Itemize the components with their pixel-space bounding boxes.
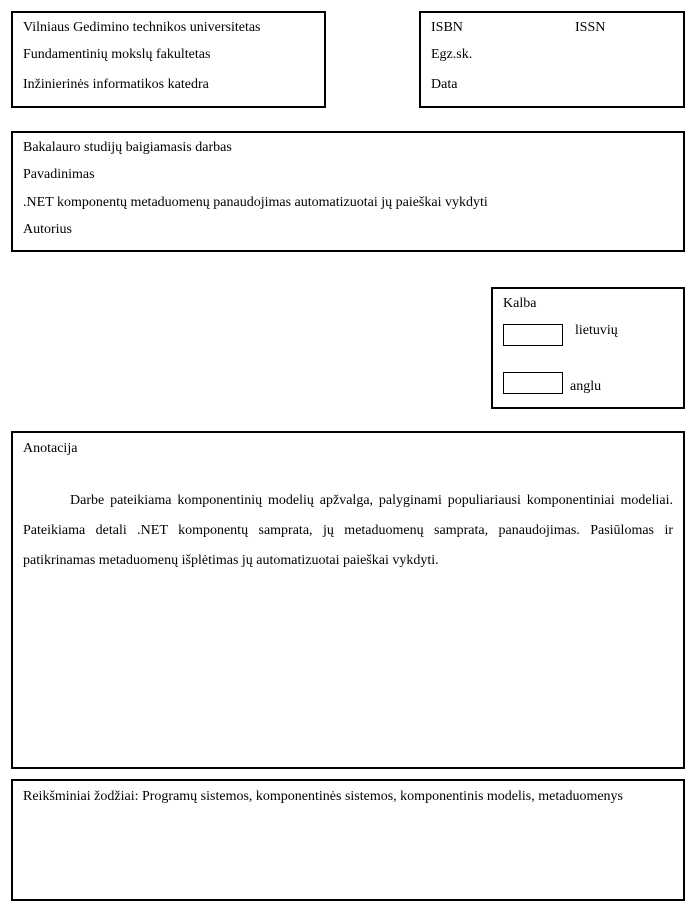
language-label: Kalba — [503, 296, 537, 311]
university-box — [11, 11, 326, 108]
thesis-title: .NET komponentų metaduomenų panaudojimas automatizuotai jų paieškai vykdyti — [23, 195, 488, 210]
annotation-box — [11, 431, 685, 769]
department-name: Inžinierinės informatikos katedra — [23, 77, 209, 92]
annotation-label: Anotacija — [23, 441, 78, 456]
language-lithuanian-label: lietuvių — [575, 323, 618, 338]
thesis-box — [11, 131, 685, 252]
university-name: Vilniaus Gedimino technikos universitetas — [23, 20, 261, 35]
catalog-box — [419, 11, 685, 108]
keywords-box — [11, 779, 685, 901]
thesis-type: Bakalauro studijų baigiamasis darbas — [23, 140, 232, 155]
faculty-name: Fundamentinių mokslų fakultetas — [23, 47, 211, 62]
language-box — [491, 287, 685, 409]
thesis-title-label: Pavadinimas — [23, 167, 95, 182]
language-english-checkbox[interactable] — [503, 372, 563, 394]
keywords-text: Reikšminiai žodžiai: Programų sistemos, komponentinės sistemos, komponentinis modelis, metaduomenys — [23, 789, 623, 804]
annotation-text: Darbe pateikiama komponentinių modelių apžvalga, palyginami populiariausi komponentiniai modeliai. Pateikiama detali .NET komponentų samprata, jų metaduomenų samprata, panaudojimas. Pasiūlomas ir patikrinamas metaduomenų išplėtimas jų automatizuotai paieškai vykdyti. — [23, 493, 673, 568]
issn-label: ISSN — [575, 20, 606, 35]
language-lithuanian-checkbox[interactable] — [503, 324, 563, 346]
date-label: Data — [431, 77, 458, 92]
isbn-label: ISBN — [431, 20, 463, 35]
copies-label: Egz.sk. — [431, 47, 473, 62]
author-label: Autorius — [23, 222, 72, 237]
language-english-label: anglu — [570, 379, 602, 394]
